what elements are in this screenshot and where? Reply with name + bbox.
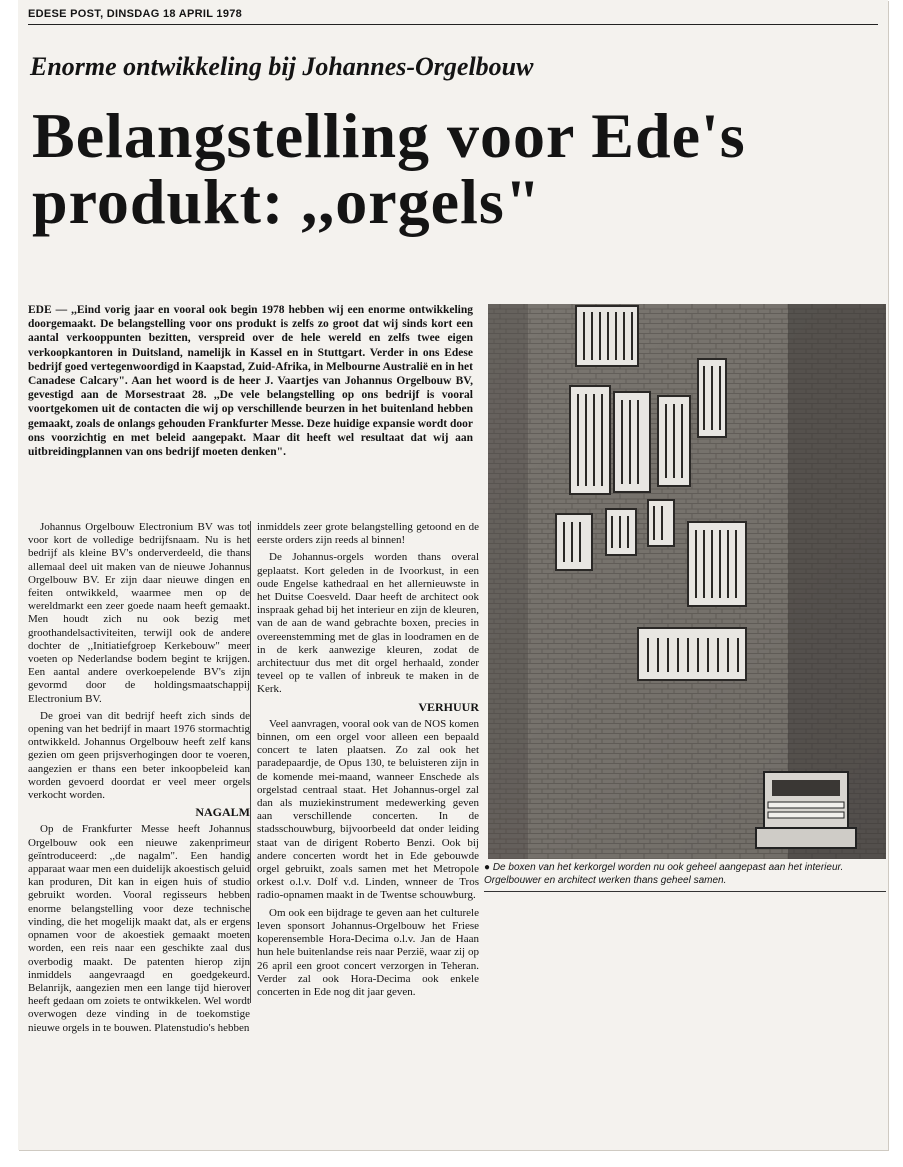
organ-wall-illustration (488, 304, 886, 859)
column-2-paragraph-1: inmiddels zeer grote belangstelling getoond en de eerste orders zijn reeds al binnen! (257, 521, 479, 547)
main-headline (32, 100, 882, 237)
dateline: EDESE POST, DINSDAG 18 APRIL 1978 (28, 8, 878, 25)
column-2-paragraph-2: De Johannus-orgels worden thans overal geplaatst. Kort geleden in de Ivoorkust, in een oude Engelse kathedraal en het allernieuwste in het Duitse Coesveld. Daar heeft de architect ook inspraak gehad bij het interieur en zijn de kleuren, van de aan de wand gebrachte boxen, precies in overeenstemming met de glas in loodramen en de in de kerk aanwezige kleuren, zodat de architectuur dus met dit orgel herhaald, zonder teveel op te vallen of inbreuk te maken in de Kerk. (257, 551, 479, 696)
lead-place: EDE — (28, 304, 72, 316)
organ-console (756, 772, 856, 848)
photo-caption: ● De boxen van het kerkorgel worden nu ook geheel aangepast aan het interieur. Orgelbouwer en architect werken thans geheel samen. (484, 861, 886, 892)
newspaper-clipping (18, 0, 888, 1150)
column-2-paragraph-4: Om ook een bijdrage te geven aan het culturele leven sponsort Johannus-Orgelbouw het Friese koperensemble Hora-Decima o.l.v. Jan de Haan hun hele buitenlandse reis naar Perzië, waar zij op 26 april een groot concert verzorgen in Teheran. Verder zal ook Hora-Decima ook enkele concerten in Ede nog dit jaar geven. (257, 906, 479, 998)
article-column-2 (250, 521, 479, 1003)
headline-line-2: produkt: ,,orgels" (32, 166, 542, 237)
column-1-paragraph-1: Johannus Orgelbouw Electronium BV was tot voor kort de volledige bedrijfsnaam. Nu is het bedrijf als kleine BV's onderverdeeld, die thans allemaal deel uit maken van de nieuwe Johannus Orgelbouw BV. Er zijn daar nieuwe dingen en feiten ontwikkeld, waarmee men op de wereldmarkt een zeer goede naam heeft gemaakt. Men houdt zich nu ook bezig met groothandelsactiviteiten, terwijl ook de andere dochter de ,,Initiatiefgroep Kerkebouw" meer voeten op Nederlandse bodem begint te krijgen. Een aantal andere overkoepelende BV's zijn gevormd door de holdingsmaatschappij Electronium BV. (28, 521, 250, 705)
column-2-paragraph-3: Veel aanvragen, vooral ook van de NOS komen binnen, om een orgel voor alleen een bepaald concert te laten plaatsen. Zo zal ook het paradepaardje, de Opus 130, te beluisteren zijn in de komende mei-maand, wanneer Enschede als orgelstad centraal staat. Het Johannus-orgel zal dan als muziekinstrument medewerking geven aan verschillende concerten. In de stadsschouwburg, bijvoorbeeld dat onder leiding staat van de dirigent Roberto Benzi. Ook bij andere concerten wordt het in Ede gebouwde orgel gebruikt, zoals samen met het Metropole orkest o.l.v. Dolf v.d. Linden, wnneer de Tros radio-opnamen maakt in de Twentse schouwburg. (257, 717, 479, 902)
lead-paragraph (28, 303, 473, 459)
column-1-paragraph-3: Op de Frankfurter Messe heeft Johannus Orgelbouw ook een nieuwe zakenprimeur geïntroduceerd: ,,de nagalm". Een handig apparaat waar men een duidelijk akoestisch geluid kan produren, Dit kan in eigen huis of studio gebruikt worden. Vooral regisseurs hebben enorme belangstelling voor deze technische vinding, die het mogelijk maakt dat, als er ergens opnamen voor de akoestiek gemaakt moeten worden, een reis naar een geschikte zaal dus overbodig maakt. De patenten hierop zijn inmiddels aangevraagd en goedgekeurd. Belanrijk, aangezien men een lange tijd hierover heeft gedaan om zoiets te ontwikkelen. Wel wordt overwogen deze vinding in de toekomstige nieuwe orgels in te bouwen. Platenstudio's hebben (28, 823, 250, 1034)
subhead-nagalm: NAGALM (195, 805, 250, 820)
subhead-verhuur: VERHUUR (418, 699, 479, 714)
church-organ-photo (488, 304, 886, 859)
column-1-paragraph-2: De groei van dit bedrijf heeft zich sinds de opening van het bedrijf in maart 1976 stormachtig ontwikkeld. Johannus Orgelbouw heeft zelf kans gezien om geen prijsverhogingen door te voeren, aangezien er thans een beter inkoopbeleid kan worden gevoerd doordat er veel meer orgels verkocht worden. (28, 709, 250, 802)
article-column-1 (28, 521, 250, 1039)
kicker-headline: Enorme ontwikkeling bij Johannes-Orgelbouw (30, 52, 534, 81)
lead-text: ,,Eind vorig jaar en vooral ook begin 1978 hebben wij een enorme ontwikkeling doorgemaakt. De belangstelling voor ons produkt is zelfs zo groot dat wij sinds kort een aantal verkooppunten bezitten, verspreid over de hele wereld en zelfs twee eigen verkoopkantoren in Duitsland, namelijk in Kassel en in Stuttgart. Verder in ons Edese bedrijf goed vertegenwoordigd in Kaapstad, Zuid-Afrika, in Melbourne Australië en in het Canadese Calcary". Aan het woord is de heer J. Vaartjes van Johannus Orgelbouw BV, gevestigd aan de Morsestraat 28. ,,De vele belangstelling op ons bedrijf is vooral voortgekomen uit de contacten die wij op verschillende beurzen in het buitenland hebben gemaakt, zoals de onlangs gehouden Frankfurter Messe. Deze huidige expansie wordt door ons voorzichtig en met beleid aangepakt. Maar dit heeft wel resultaat dat wij aan uitbreidingplannen van ons bedrijf moeten denken". (28, 304, 473, 459)
headline-line-1: Belangstelling voor Ede's (32, 100, 746, 171)
